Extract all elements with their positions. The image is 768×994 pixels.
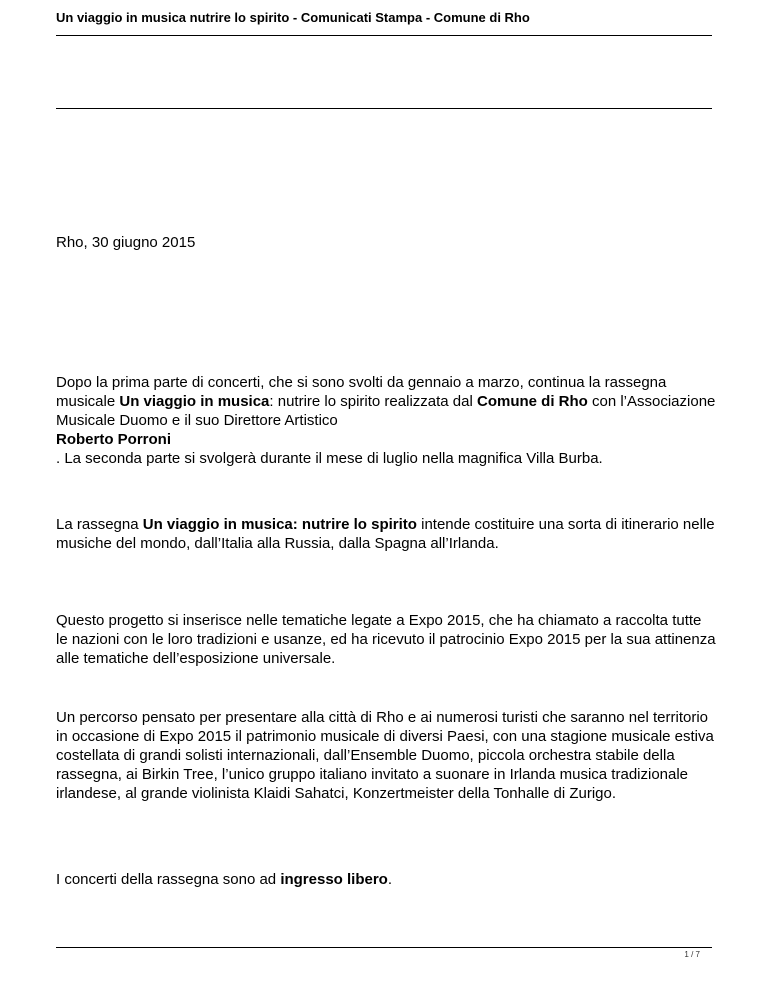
text: . La seconda parte si svolgerà durante il mese di luglio nella magnifica Villa Burba. [56,450,603,467]
footer-divider [56,947,712,948]
paragraph-entry [56,870,716,889]
bold-event-name: Un viaggio in musica [119,393,270,410]
text: intende costituire una sorta di itinerario nelle musiche del mondo, dall’Italia alla Russia, dalla Spagna all’Irlanda. [56,516,715,552]
bold-organizer: Comune di Rho [476,393,588,410]
bold-event-full-name: Un viaggio in musica: nutrire lo spirito [142,516,417,533]
paragraph-description [56,515,716,553]
paragraph-expo: Questo progetto si inserisce nelle tematiche legate a Expo 2015, che ha chiamato a raccolta tutte le nazioni con le loro tradizioni e usanze, ed ha ricevuto il patrocinio Expo 2015 per la sua attinenza alle tematiche dell’esposizione universale. [56,612,716,667]
bold-director-name: Roberto Porroni [56,431,171,448]
date-line: Rho, 30 giugno 2015 [56,234,196,251]
paragraph-intro [56,373,716,468]
text: . [387,871,393,888]
bold-free-entry: ingresso libero [280,871,388,888]
section-divider [56,108,712,109]
page-number: 1 / 7 [684,950,700,959]
text: I concerti della rassegna sono ad [56,871,281,888]
text: Dopo la prima parte di concerti, che si sono svolti da gennaio a marzo, continua la rassegna musicale [56,374,667,410]
page-header-title: Un viaggio in musica nutrire lo spirito - Comunicati Stampa - Comune di Rho [56,10,530,25]
header-divider [56,35,712,36]
text: : nutrire lo spirito realizzata dal [269,393,477,410]
text: con l’Associazione Musicale Duomo e il suo Direttore Artistico [56,393,716,429]
text: La rassegna [56,516,143,533]
paragraph-program: Un percorso pensato per presentare alla città di Rho e ai numerosi turisti che saranno nel territorio in occasione di Expo 2015 il patrimonio musicale di diversi Paesi, con una stagione musicale estiva costellata di grandi solisti internazionali, dall’Ensemble Duomo, piccola orchestra stabile della rassegna, ai Birkin Tree, l’unico gruppo italiano invitato a suonare in Irlanda musica tradizionale irlandese, al grande violinista Klaidi Sahatci, Konzertmeister della Tonhalle di Zurigo. [56,709,714,802]
